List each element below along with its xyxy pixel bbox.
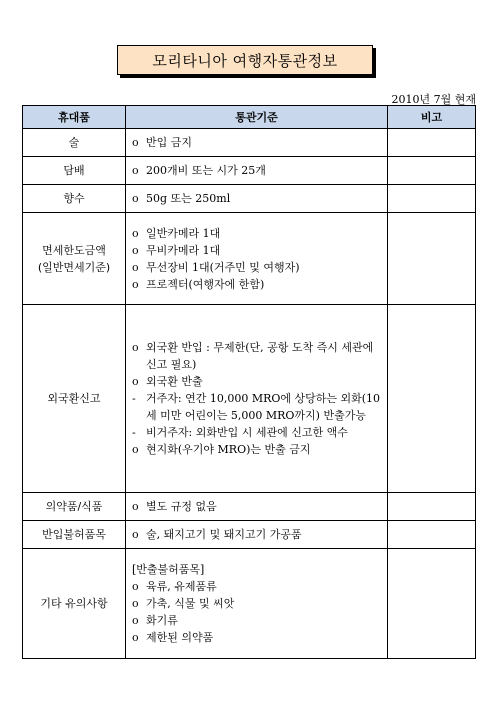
standard-text: [반출불허품목] xyxy=(132,563,205,576)
bullet-marker: o xyxy=(132,614,139,627)
standard-text: 비거주자: 외화반입 시 세관에 신고한 액수 xyxy=(146,426,348,439)
standard-text: 200개비 또는 시가 25개 xyxy=(146,164,266,177)
table-body xyxy=(23,129,476,659)
row-remarks xyxy=(388,157,476,185)
customs-info-table xyxy=(22,105,476,659)
row-category: 향수 xyxy=(23,185,126,213)
table-row xyxy=(23,305,476,493)
standard-text: 화기류 xyxy=(146,614,178,627)
bullet-marker: o xyxy=(132,597,139,610)
standard-line xyxy=(132,561,383,578)
bullet-marker: o xyxy=(132,528,139,541)
bullet-marker: o xyxy=(132,226,139,240)
row-category-line: (일반면세기준) xyxy=(37,260,111,274)
standard-text: 거주자: 연간 10,000 MRO에 상당하는 외화(10세 미만 어린이는 5,000 MRO까지) 반출가능 xyxy=(146,392,381,422)
row-category xyxy=(23,213,126,305)
bullet-marker: - xyxy=(132,392,136,405)
bullet-marker: o xyxy=(132,580,139,593)
standard-line xyxy=(132,390,383,424)
row-remarks xyxy=(388,549,476,659)
document-title xyxy=(117,45,373,75)
bullet-marker: o xyxy=(132,136,139,149)
table-row xyxy=(23,213,476,305)
standard-line xyxy=(132,259,383,276)
bullet-marker: o xyxy=(132,375,139,388)
standard-line xyxy=(132,276,383,293)
bullet-marker: o xyxy=(132,631,139,644)
row-standard xyxy=(126,549,388,659)
row-category: 술 xyxy=(23,129,126,157)
standard-line xyxy=(132,134,383,151)
table-row xyxy=(23,129,476,157)
row-category: 외국환신고 xyxy=(23,305,126,493)
standard-line xyxy=(132,190,383,207)
bullet-marker: o xyxy=(132,243,139,257)
standard-text: 육류, 유제품류 xyxy=(146,580,217,593)
document-title-text: 모리타니아 여행자통관정보 xyxy=(152,51,338,70)
standard-text: 프로젝터(여행자에 한함) xyxy=(146,277,265,291)
standard-text: 별도 규정 없음 xyxy=(146,500,217,513)
row-remarks xyxy=(388,129,476,157)
bullet-marker: o xyxy=(132,277,139,291)
standard-line xyxy=(132,498,383,515)
header-standard: 통관기준 xyxy=(126,106,388,129)
standard-line xyxy=(132,225,383,242)
row-standard xyxy=(126,185,388,213)
bullet-marker: o xyxy=(132,500,139,513)
table-row xyxy=(23,157,476,185)
row-standard xyxy=(126,305,388,493)
standard-line xyxy=(132,339,383,373)
standard-line xyxy=(132,162,383,179)
bullet-marker: o xyxy=(132,341,139,354)
standard-line xyxy=(132,373,383,390)
standard-line xyxy=(132,578,383,595)
standard-line xyxy=(132,242,383,259)
standard-text: 제한된 의약품 xyxy=(146,631,214,644)
standard-text: 50g 또는 250ml xyxy=(146,192,231,205)
standard-text: 일반카메라 1대 xyxy=(146,226,221,240)
row-standard xyxy=(126,157,388,185)
row-standard xyxy=(126,213,388,305)
date-note: 2010년 7월 현재 xyxy=(391,93,476,106)
bullet-marker: o xyxy=(132,260,139,274)
bullet-marker: o xyxy=(132,164,139,177)
bullet-marker: - xyxy=(132,426,136,439)
bullet-marker: o xyxy=(132,443,139,456)
table-row xyxy=(23,493,476,521)
standard-text: 현지화(우기야 MRO)는 반출 금지 xyxy=(146,443,311,456)
bullet-marker: o xyxy=(132,192,139,205)
row-category-line: 면세한도금액 xyxy=(42,243,106,257)
standard-text: 무선장비 1대(거주민 및 여행자) xyxy=(146,260,300,274)
standard-line xyxy=(132,526,383,543)
table-header-row xyxy=(23,106,476,129)
standard-text: 가축, 식물 및 씨앗 xyxy=(146,597,235,610)
row-standard xyxy=(126,493,388,521)
standard-line xyxy=(132,629,383,646)
standard-line xyxy=(132,612,383,629)
standard-line xyxy=(132,424,383,441)
row-category: 의약품/식품 xyxy=(23,493,126,521)
row-standard xyxy=(126,129,388,157)
standard-text: 술, 돼지고기 및 돼지고기 가공품 xyxy=(146,528,302,541)
row-remarks xyxy=(388,185,476,213)
row-category: 담배 xyxy=(23,157,126,185)
table-row xyxy=(23,185,476,213)
standard-text: 외국환 반입 : 무제한(단, 공항 도착 즉시 세관에 신고 필요) xyxy=(146,341,374,371)
standard-line xyxy=(132,595,383,612)
row-remarks xyxy=(388,305,476,493)
table-row xyxy=(23,549,476,659)
table-row xyxy=(23,521,476,549)
header-item: 휴대품 xyxy=(23,106,126,129)
row-category: 반입불허품목 xyxy=(23,521,126,549)
standard-text: 무비카메라 1대 xyxy=(146,243,221,257)
standard-text: 반입 금지 xyxy=(146,136,193,149)
row-remarks xyxy=(388,521,476,549)
standard-text: 외국환 반출 xyxy=(146,375,203,388)
row-remarks xyxy=(388,213,476,305)
row-standard xyxy=(126,521,388,549)
header-remarks: 비고 xyxy=(388,106,476,129)
row-remarks xyxy=(388,493,476,521)
standard-line xyxy=(132,441,383,458)
row-category: 기타 유의사항 xyxy=(23,549,126,659)
